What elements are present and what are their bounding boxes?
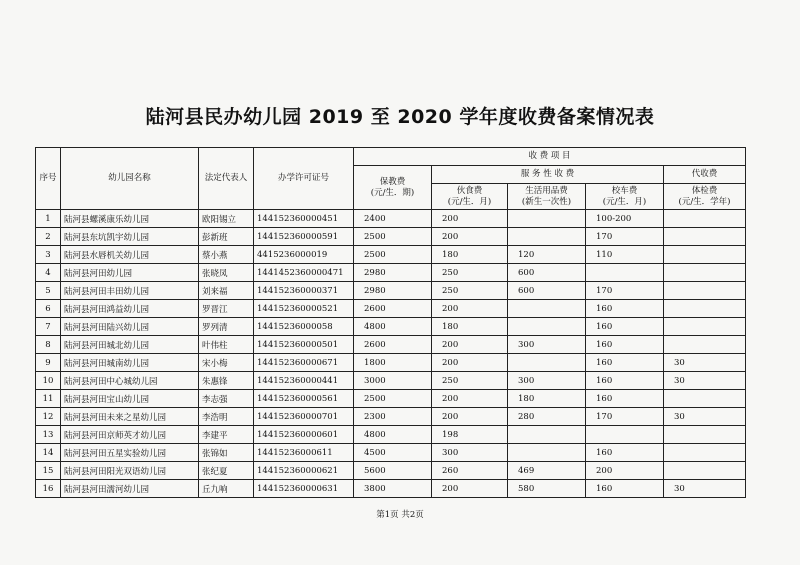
cell-name: 陆河县河田丰田幼儿园 xyxy=(61,282,199,300)
header-meal-unit: (元/生．月) xyxy=(447,196,492,207)
header-tuition-label: 保教费 xyxy=(379,176,406,187)
cell-supplies: 280 xyxy=(508,408,586,426)
cell-no: 16 xyxy=(36,480,61,498)
cell-bus: 200 xyxy=(586,462,664,480)
cell-name: 陆河县河田濡河幼儿园 xyxy=(61,480,199,498)
cell-tuition: 2600 xyxy=(354,300,432,318)
cell-meal: 200 xyxy=(432,408,508,426)
cell-no: 1 xyxy=(36,210,61,228)
page-title: 陆河县民办幼儿园 2019 至 2020 学年度收费备案情况表 xyxy=(145,106,655,128)
cell-supplies: 600 xyxy=(508,264,586,282)
cell-bus: 160 xyxy=(586,444,664,462)
header-seq: 序号 xyxy=(36,148,61,210)
cell-rep: 蔡小燕 xyxy=(199,246,254,264)
cell-supplies: 469 xyxy=(508,462,586,480)
cell-supplies: 300 xyxy=(508,336,586,354)
cell-license: 14415236000058 xyxy=(254,318,354,336)
cell-tuition: 2300 xyxy=(354,408,432,426)
cell-no: 10 xyxy=(36,372,61,390)
header-bus-label: 校车费 xyxy=(611,185,638,196)
cell-name: 陆河县河田城北幼儿园 xyxy=(61,336,199,354)
header-service-group: 服 务 性 收 费 xyxy=(432,166,664,184)
table-row xyxy=(36,372,746,390)
cell-bus: 160 xyxy=(586,318,664,336)
cell-checkup xyxy=(664,390,746,408)
cell-rep: 叶伟柱 xyxy=(199,336,254,354)
cell-meal: 260 xyxy=(432,462,508,480)
cell-no: 14 xyxy=(36,444,61,462)
table-row xyxy=(36,444,746,462)
cell-name: 陆河县河田宝山幼儿园 xyxy=(61,390,199,408)
cell-rep: 张晓凤 xyxy=(199,264,254,282)
cell-meal: 180 xyxy=(432,246,508,264)
cell-rep: 刘来福 xyxy=(199,282,254,300)
table-row xyxy=(36,408,746,426)
cell-checkup xyxy=(664,282,746,300)
cell-tuition: 2500 xyxy=(354,228,432,246)
cell-no: 11 xyxy=(36,390,61,408)
table-row xyxy=(36,210,746,228)
header-license: 办学许可证号 xyxy=(254,148,354,210)
cell-no: 4 xyxy=(36,264,61,282)
cell-meal: 300 xyxy=(432,444,508,462)
table-row xyxy=(36,462,746,480)
cell-name: 陆河县水唇机关幼儿园 xyxy=(61,246,199,264)
header-proxy-group: 代收费 xyxy=(664,166,746,184)
cell-checkup xyxy=(664,264,746,282)
cell-tuition: 1800 xyxy=(354,354,432,372)
header-checkup-label: 体检费 xyxy=(691,185,718,196)
cell-meal: 250 xyxy=(432,264,508,282)
cell-bus xyxy=(586,426,664,444)
cell-rep: 宋小梅 xyxy=(199,354,254,372)
cell-no: 8 xyxy=(36,336,61,354)
cell-license: 144152360000591 xyxy=(254,228,354,246)
cell-checkup: 30 xyxy=(664,480,746,498)
table-row xyxy=(36,426,746,444)
cell-supplies xyxy=(508,354,586,372)
cell-checkup xyxy=(664,318,746,336)
cell-license: 144152360000701 xyxy=(254,408,354,426)
cell-meal: 250 xyxy=(432,372,508,390)
cell-supplies: 580 xyxy=(508,480,586,498)
cell-supplies: 600 xyxy=(508,282,586,300)
cell-rep: 张锦如 xyxy=(199,444,254,462)
header-meal-label: 伙食费 xyxy=(456,185,483,196)
cell-supplies: 120 xyxy=(508,246,586,264)
cell-license: 144152360000521 xyxy=(254,300,354,318)
table-body xyxy=(36,210,746,498)
cell-no: 12 xyxy=(36,408,61,426)
cell-name: 陆河县河田京师英才幼儿园 xyxy=(61,426,199,444)
cell-meal: 198 xyxy=(432,426,508,444)
cell-rep: 彭新班 xyxy=(199,228,254,246)
header-fee-group: 收 费 项 目 xyxy=(354,148,746,166)
cell-checkup xyxy=(664,210,746,228)
table-row xyxy=(36,246,746,264)
cell-rep: 罗晋江 xyxy=(199,300,254,318)
cell-license: 144152360000671 xyxy=(254,354,354,372)
cell-name: 陆河县河田五星实验幼儿园 xyxy=(61,444,199,462)
cell-meal: 180 xyxy=(432,318,508,336)
cell-name: 陆河县东坑凯宇幼儿园 xyxy=(61,228,199,246)
cell-no: 9 xyxy=(36,354,61,372)
cell-name: 陆河县河田中心城幼儿园 xyxy=(61,372,199,390)
table-header xyxy=(36,148,746,210)
header-meal xyxy=(432,184,508,210)
cell-bus: 160 xyxy=(586,354,664,372)
cell-bus: 160 xyxy=(586,372,664,390)
cell-license: 144152360000621 xyxy=(254,462,354,480)
page-footer: 第1页 共2页 xyxy=(376,510,424,520)
cell-rep: 李建平 xyxy=(199,426,254,444)
cell-supplies xyxy=(508,210,586,228)
cell-rep: 罗列清 xyxy=(199,318,254,336)
cell-checkup xyxy=(664,300,746,318)
cell-meal: 200 xyxy=(432,300,508,318)
cell-no: 3 xyxy=(36,246,61,264)
cell-meal: 200 xyxy=(432,228,508,246)
cell-tuition: 4800 xyxy=(354,318,432,336)
table-row xyxy=(36,354,746,372)
cell-supplies xyxy=(508,444,586,462)
cell-bus: 160 xyxy=(586,480,664,498)
cell-checkup xyxy=(664,444,746,462)
header-supplies-label: 生活用品费 xyxy=(525,185,568,196)
cell-tuition: 5600 xyxy=(354,462,432,480)
cell-supplies xyxy=(508,426,586,444)
cell-tuition: 2980 xyxy=(354,264,432,282)
cell-name: 陆河县河田未来之星幼儿园 xyxy=(61,408,199,426)
cell-checkup: 30 xyxy=(664,372,746,390)
cell-meal: 200 xyxy=(432,210,508,228)
cell-name: 陆河县河田陆兴幼儿园 xyxy=(61,318,199,336)
header-supplies-unit: (新生一次性) xyxy=(521,196,572,207)
cell-bus: 170 xyxy=(586,228,664,246)
cell-checkup xyxy=(664,228,746,246)
table-row xyxy=(36,264,746,282)
cell-license: 144152360000631 xyxy=(254,480,354,498)
cell-tuition: 3000 xyxy=(354,372,432,390)
header-bus-unit: (元/生．月) xyxy=(602,196,647,207)
cell-supplies xyxy=(508,228,586,246)
cell-no: 13 xyxy=(36,426,61,444)
header-tuition xyxy=(354,166,432,210)
cell-tuition: 2500 xyxy=(354,390,432,408)
header-bus xyxy=(586,184,664,210)
cell-rep: 李浩明 xyxy=(199,408,254,426)
cell-name: 陆河县河田鸿益幼儿园 xyxy=(61,300,199,318)
cell-meal: 200 xyxy=(432,336,508,354)
cell-name: 陆河县螺溪康乐幼儿园 xyxy=(61,210,199,228)
cell-no: 5 xyxy=(36,282,61,300)
cell-rep: 李志强 xyxy=(199,390,254,408)
cell-supplies: 300 xyxy=(508,372,586,390)
cell-rep: 朱惠锋 xyxy=(199,372,254,390)
cell-meal: 200 xyxy=(432,390,508,408)
cell-tuition: 3800 xyxy=(354,480,432,498)
cell-license: 14415236000611 xyxy=(254,444,354,462)
cell-license: 144152360000371 xyxy=(254,282,354,300)
table-row xyxy=(36,282,746,300)
cell-name: 陆河县河田幼儿园 xyxy=(61,264,199,282)
cell-name: 陆河县河田城南幼儿园 xyxy=(61,354,199,372)
header-checkup xyxy=(664,184,746,210)
header-name: 幼儿园名称 xyxy=(61,148,199,210)
cell-bus: 110 xyxy=(586,246,664,264)
cell-bus: 100-200 xyxy=(586,210,664,228)
cell-bus: 160 xyxy=(586,336,664,354)
cell-no: 7 xyxy=(36,318,61,336)
cell-bus: 160 xyxy=(586,390,664,408)
cell-meal: 200 xyxy=(432,354,508,372)
cell-license: 144152360000451 xyxy=(254,210,354,228)
fee-table xyxy=(35,147,746,498)
cell-checkup xyxy=(664,246,746,264)
cell-supplies: 180 xyxy=(508,390,586,408)
header-supplies xyxy=(508,184,586,210)
cell-checkup: 30 xyxy=(664,408,746,426)
cell-bus: 170 xyxy=(586,408,664,426)
cell-checkup xyxy=(664,426,746,444)
table-row xyxy=(36,336,746,354)
cell-license: 144152360000441 xyxy=(254,372,354,390)
cell-license: 144152360000601 xyxy=(254,426,354,444)
header-tuition-unit: (元/生．期) xyxy=(370,187,415,198)
cell-rep: 张纪夏 xyxy=(199,462,254,480)
cell-license: 144152360000561 xyxy=(254,390,354,408)
cell-bus xyxy=(586,264,664,282)
cell-tuition: 2400 xyxy=(354,210,432,228)
cell-tuition: 4800 xyxy=(354,426,432,444)
cell-no: 2 xyxy=(36,228,61,246)
cell-rep: 丘九响 xyxy=(199,480,254,498)
cell-license: 144152360000501 xyxy=(254,336,354,354)
table-row xyxy=(36,390,746,408)
cell-no: 6 xyxy=(36,300,61,318)
cell-meal: 200 xyxy=(432,480,508,498)
cell-name: 陆河县河田阳光双语幼儿园 xyxy=(61,462,199,480)
cell-bus: 170 xyxy=(586,282,664,300)
cell-supplies xyxy=(508,318,586,336)
cell-bus: 160 xyxy=(586,300,664,318)
cell-tuition: 2600 xyxy=(354,336,432,354)
cell-supplies xyxy=(508,300,586,318)
cell-checkup: 30 xyxy=(664,354,746,372)
header-rep: 法定代表人 xyxy=(199,148,254,210)
table-row xyxy=(36,228,746,246)
cell-checkup xyxy=(664,336,746,354)
cell-tuition: 2500 xyxy=(354,246,432,264)
cell-meal: 250 xyxy=(432,282,508,300)
cell-tuition: 2980 xyxy=(354,282,432,300)
cell-checkup xyxy=(664,462,746,480)
table-row xyxy=(36,480,746,498)
table-row xyxy=(36,318,746,336)
table-row xyxy=(36,300,746,318)
header-checkup-unit: (元/生．学年) xyxy=(678,196,731,207)
cell-license: 1441452360000471 xyxy=(254,264,354,282)
cell-license: 4415236000019 xyxy=(254,246,354,264)
cell-no: 15 xyxy=(36,462,61,480)
cell-tuition: 4500 xyxy=(354,444,432,462)
cell-rep: 欧阳锡立 xyxy=(199,210,254,228)
